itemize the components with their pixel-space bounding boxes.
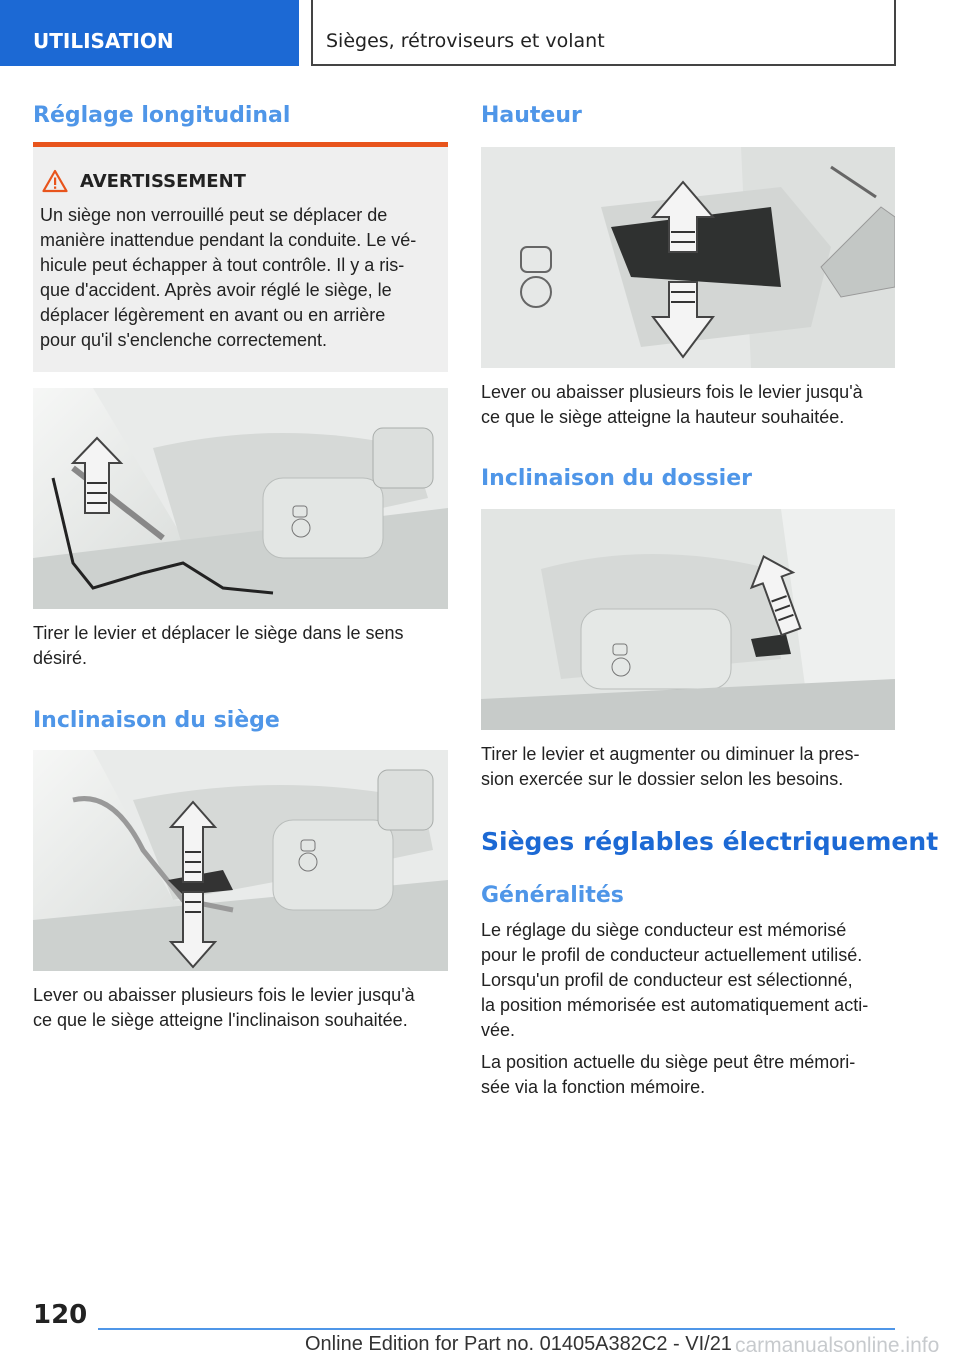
heading-sieges-electriques: Sièges réglables électriquement xyxy=(481,827,939,856)
header-chapter-title: Sièges, rétroviseurs et volant xyxy=(311,0,896,66)
photo-longitudinal-adjustment xyxy=(33,388,448,609)
heading-inclinaison-dossier: Inclinaison du dossier xyxy=(481,466,752,491)
paragraph-memorisation: Le réglage du siège conducteur est mémorisé pour le profil de conducteur actuellement utilisé. Lorsqu'un profil de conducteur est sélectionné, la position mémorisée est automatiquement acti‐ vée. xyxy=(481,920,869,1040)
warning-box xyxy=(33,142,448,372)
header-section-label: UTILISATION xyxy=(0,0,299,66)
footer-edition: Online Edition for Part no. 01405A382C2 - VI/21 xyxy=(305,1333,732,1355)
page-number: 120 xyxy=(33,1300,88,1330)
caption-longitudinal: Tirer le levier et déplacer le siège dans le sens désiré. xyxy=(33,623,404,668)
watermark: carmanualsonline.info xyxy=(735,1334,940,1357)
caption-dossier: Tirer le levier et augmenter ou diminuer la pres‐ sion exercée sur le dossier selon les besoins. xyxy=(481,744,860,789)
caption-inclinaison-siege: Lever ou abaisser plusieurs fois le levier jusqu'à ce que le siège atteigne l'inclinaison souhaitée. xyxy=(33,985,415,1030)
heading-hauteur: Hauteur xyxy=(481,103,582,128)
caption-hauteur: Lever ou abaisser plusieurs fois le levier jusqu'à ce que le siège atteigne la hauteur souhaitée. xyxy=(481,382,863,427)
paragraph-fonction-memoire: La position actuelle du siège peut être mémori‐ sée via la fonction mémoire. xyxy=(481,1052,856,1097)
heading-generalites: Généralités xyxy=(481,883,624,908)
warning-title: AVERTISSEMENT xyxy=(80,171,246,192)
footer-rule xyxy=(98,1328,895,1330)
photo-seat-tilt-adjustment xyxy=(33,750,448,971)
photo-height-adjustment xyxy=(481,147,895,368)
warning-triangle-icon xyxy=(42,169,68,193)
warning-text: Un siège non verrouillé peut se déplacer de manière inattendue pendant la conduite. Le vé‐ hicule peut échapper à tout contrôle. Il y a ris‐ que d'accident. Après avoir réglé le siège, le déplacer légèrement en avant ou en arrière pour qu'il s'enclenche correctement. xyxy=(40,205,417,350)
heading-reglage-longitudinal: Réglage longitudinal xyxy=(33,103,291,128)
heading-inclinaison-siege: Inclinaison du siège xyxy=(33,708,280,733)
photo-backrest-adjustment xyxy=(481,509,895,730)
